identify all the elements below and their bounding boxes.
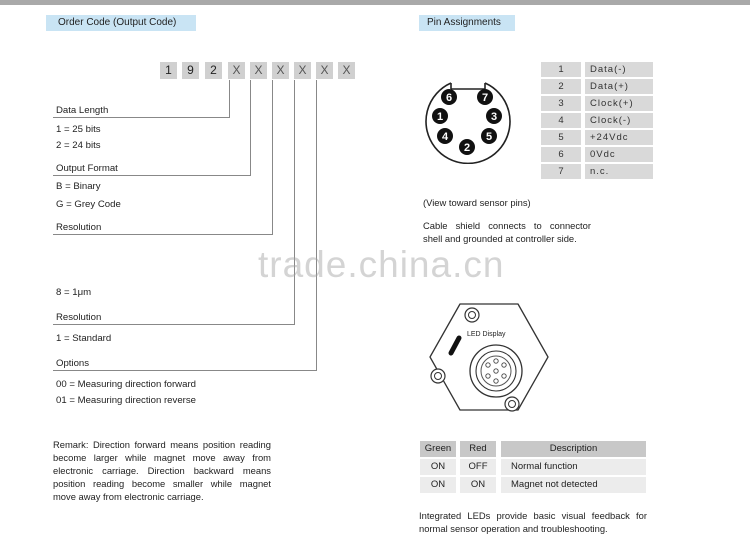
pin-number: 6: [541, 147, 581, 162]
section-option: 8 = 1μm: [56, 287, 92, 298]
led-note: normal sensor operation and troubleshooting.: [419, 523, 608, 534]
watermark: trade.china.cn: [258, 244, 505, 285]
leader-line: [53, 370, 317, 371]
pin-number: 7: [541, 164, 581, 179]
pin-signal: Data(-): [585, 62, 653, 77]
code-digit: X: [294, 62, 311, 79]
section-option: B = Binary: [56, 181, 101, 192]
pin-signal: Clock(-): [585, 113, 653, 128]
led-red-cell: OFF: [460, 459, 496, 475]
code-digit: X: [338, 62, 355, 79]
led-red-cell: ON: [460, 477, 496, 493]
pin-label: 7: [481, 92, 489, 104]
remark-text: Remark: Direction forward means position reading become larger while magnet move away from electronic carriage. Direction backward means position reading become smaller while magnet move away from electronic carriage.: [53, 439, 271, 502]
section-option: 00 = Measuring direction forward: [56, 379, 196, 390]
led-green-cell: ON: [420, 477, 456, 493]
code-digit: 1: [160, 62, 177, 79]
leader-line: [53, 117, 230, 118]
led-note: Integrated LEDs provide basic visual feedback for: [419, 510, 647, 521]
pin-number: 1: [541, 62, 581, 77]
code-digit: X: [228, 62, 245, 79]
code-digit: 9: [182, 62, 199, 79]
led-green-cell: ON: [420, 459, 456, 475]
shield-note: shell and grounded at controller side.: [423, 233, 577, 244]
pin-signal: n.c.: [585, 164, 653, 179]
leader-line: [316, 80, 317, 371]
section-title: Options: [56, 358, 90, 369]
top-bar: [0, 0, 750, 5]
code-digit: 2: [205, 62, 222, 79]
section-title: Output Format: [56, 163, 118, 174]
section-title: Resolution: [56, 222, 102, 233]
section-option: 2 = 24 bits: [56, 140, 101, 151]
code-digit: X: [250, 62, 267, 79]
pin-label: 3: [490, 111, 498, 123]
section-title: Resolution: [56, 312, 102, 323]
pin-assignments-header: Pin Assignments: [419, 15, 515, 31]
pin-signal: 0Vdc: [585, 147, 653, 162]
led-display-label: LED Display: [467, 331, 506, 338]
section-option: G = Grey Code: [56, 199, 121, 210]
sensor-head-drawing: [424, 296, 554, 418]
leader-line: [53, 175, 251, 176]
section-option: 1 = Standard: [56, 333, 112, 344]
led-table-header: Description: [501, 441, 646, 457]
leader-line: [250, 80, 251, 176]
led-table-header: Green: [420, 441, 456, 457]
pin-label: 2: [463, 142, 471, 154]
leader-line: [53, 324, 295, 325]
pin-number: 4: [541, 113, 581, 128]
order-code-header: Order Code (Output Code): [46, 15, 196, 31]
view-note: (View toward sensor pins): [423, 197, 531, 208]
section-option: 01 = Measuring direction reverse: [56, 395, 196, 406]
led-table-header: Red: [460, 441, 496, 457]
pin-label: 6: [445, 92, 453, 104]
pin-label: 4: [441, 131, 449, 143]
section-option: 1 = 25 bits: [56, 124, 101, 135]
pin-signal: Data(+): [585, 79, 653, 94]
led-description-cell: Magnet not detected: [501, 477, 646, 493]
section-title: Data Length: [56, 105, 109, 116]
pin-label: 5: [485, 131, 493, 143]
leader-line: [294, 80, 295, 325]
led-description-cell: Normal function: [501, 459, 646, 475]
code-digit: X: [272, 62, 289, 79]
pin-signal: +24Vdc: [585, 130, 653, 145]
leader-line: [272, 80, 273, 235]
code-digit: X: [316, 62, 333, 79]
pin-signal: Clock(+): [585, 96, 653, 111]
connector-pin-diagram: [418, 78, 518, 164]
pin-number: 5: [541, 130, 581, 145]
leader-line: [229, 80, 230, 118]
pin-label: 1: [436, 111, 444, 123]
leader-line: [53, 234, 273, 235]
pin-number: 2: [541, 79, 581, 94]
shield-note: Cable shield connects to connector: [423, 220, 591, 231]
pin-number: 3: [541, 96, 581, 111]
